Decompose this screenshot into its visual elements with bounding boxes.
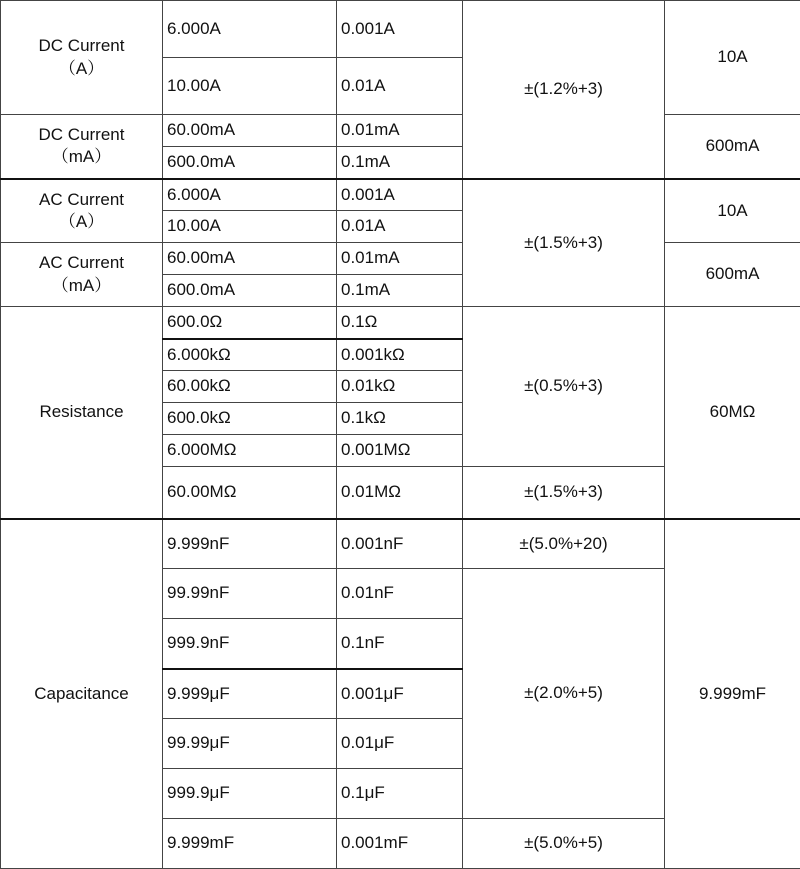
resolution-cell: 0.1kΩ [337, 403, 463, 435]
resolution-cell: 0.01mA [337, 243, 463, 275]
resolution-cell: 0.01A [337, 58, 463, 115]
range-cell: 60.00kΩ [163, 371, 337, 403]
resolution-cell: 0.001MΩ [337, 435, 463, 467]
range-cell: 10.00A [163, 211, 337, 243]
resolution-cell: 0.001μF [337, 669, 463, 719]
range-cell: 999.9nF [163, 619, 337, 669]
range-cell: 999.9μF [163, 769, 337, 819]
range-cell: 600.0mA [163, 275, 337, 307]
range-cell: 60.00mA [163, 115, 337, 147]
resolution-cell: 0.001A [337, 1, 463, 58]
accuracy-resistance-60m: ±(1.5%+3) [463, 467, 665, 519]
resolution-cell: 0.01A [337, 211, 463, 243]
resolution-cell: 0.1nF [337, 619, 463, 669]
resolution-cell: 0.001mF [337, 819, 463, 869]
max-range-resistance: 60MΩ [665, 307, 800, 519]
range-cell: 10.00A [163, 58, 337, 115]
table-row [1, 519, 800, 569]
resolution-cell: 0.1μF [337, 769, 463, 819]
resolution-cell: 0.01mA [337, 115, 463, 147]
range-cell: 6.000A [163, 179, 337, 211]
resolution-cell: 0.001kΩ [337, 339, 463, 371]
function-dc-current-a: DC Current （A） [1, 1, 163, 115]
range-cell: 6.000MΩ [163, 435, 337, 467]
range-cell: 600.0mA [163, 147, 337, 179]
accuracy-ac-current: ±(1.5%+3) [463, 179, 665, 307]
function-ac-current-a: AC Current （A） [1, 179, 163, 243]
function-dc-current-ma: DC Current （mA） [1, 115, 163, 179]
table-row [1, 179, 800, 211]
resolution-cell: 0.1mA [337, 275, 463, 307]
accuracy-resistance-main: ±(0.5%+3) [463, 307, 665, 467]
range-cell: 6.000A [163, 1, 337, 58]
table-row [1, 115, 800, 147]
range-cell: 60.00mA [163, 243, 337, 275]
accuracy-dc-current: ±(1.2%+3) [463, 1, 665, 179]
range-cell: 9.999μF [163, 669, 337, 719]
table-row [1, 1, 800, 58]
range-cell: 6.000kΩ [163, 339, 337, 371]
resolution-cell: 0.01nF [337, 569, 463, 619]
resolution-cell: 0.001nF [337, 519, 463, 569]
range-cell: 60.00MΩ [163, 467, 337, 519]
max-range-ac-current-ma: 600mA [665, 243, 800, 307]
resolution-cell: 0.01μF [337, 719, 463, 769]
function-capacitance: Capacitance [1, 519, 163, 869]
range-cell: 600.0Ω [163, 307, 337, 339]
table-row [1, 307, 800, 339]
resolution-cell: 0.01kΩ [337, 371, 463, 403]
resolution-cell: 0.01MΩ [337, 467, 463, 519]
accuracy-cap-9nf: ±(5.0%+20) [463, 519, 665, 569]
accuracy-cap-main: ±(2.0%+5) [463, 569, 665, 819]
table-row [1, 243, 800, 275]
max-range-ac-current-a: 10A [665, 179, 800, 243]
accuracy-cap-9mf: ±(5.0%+5) [463, 819, 665, 869]
function-ac-current-ma: AC Current （mA） [1, 243, 163, 307]
resolution-cell: 0.1Ω [337, 307, 463, 339]
range-cell: 9.999mF [163, 819, 337, 869]
resolution-cell: 0.001A [337, 179, 463, 211]
resolution-cell: 0.1mA [337, 147, 463, 179]
max-range-dc-current-ma: 600mA [665, 115, 800, 179]
range-cell: 99.99nF [163, 569, 337, 619]
range-cell: 99.99μF [163, 719, 337, 769]
function-resistance: Resistance [1, 307, 163, 519]
range-cell: 9.999nF [163, 519, 337, 569]
max-range-capacitance: 9.999mF [665, 519, 800, 869]
max-range-dc-current-a: 10A [665, 1, 800, 115]
range-cell: 600.0kΩ [163, 403, 337, 435]
